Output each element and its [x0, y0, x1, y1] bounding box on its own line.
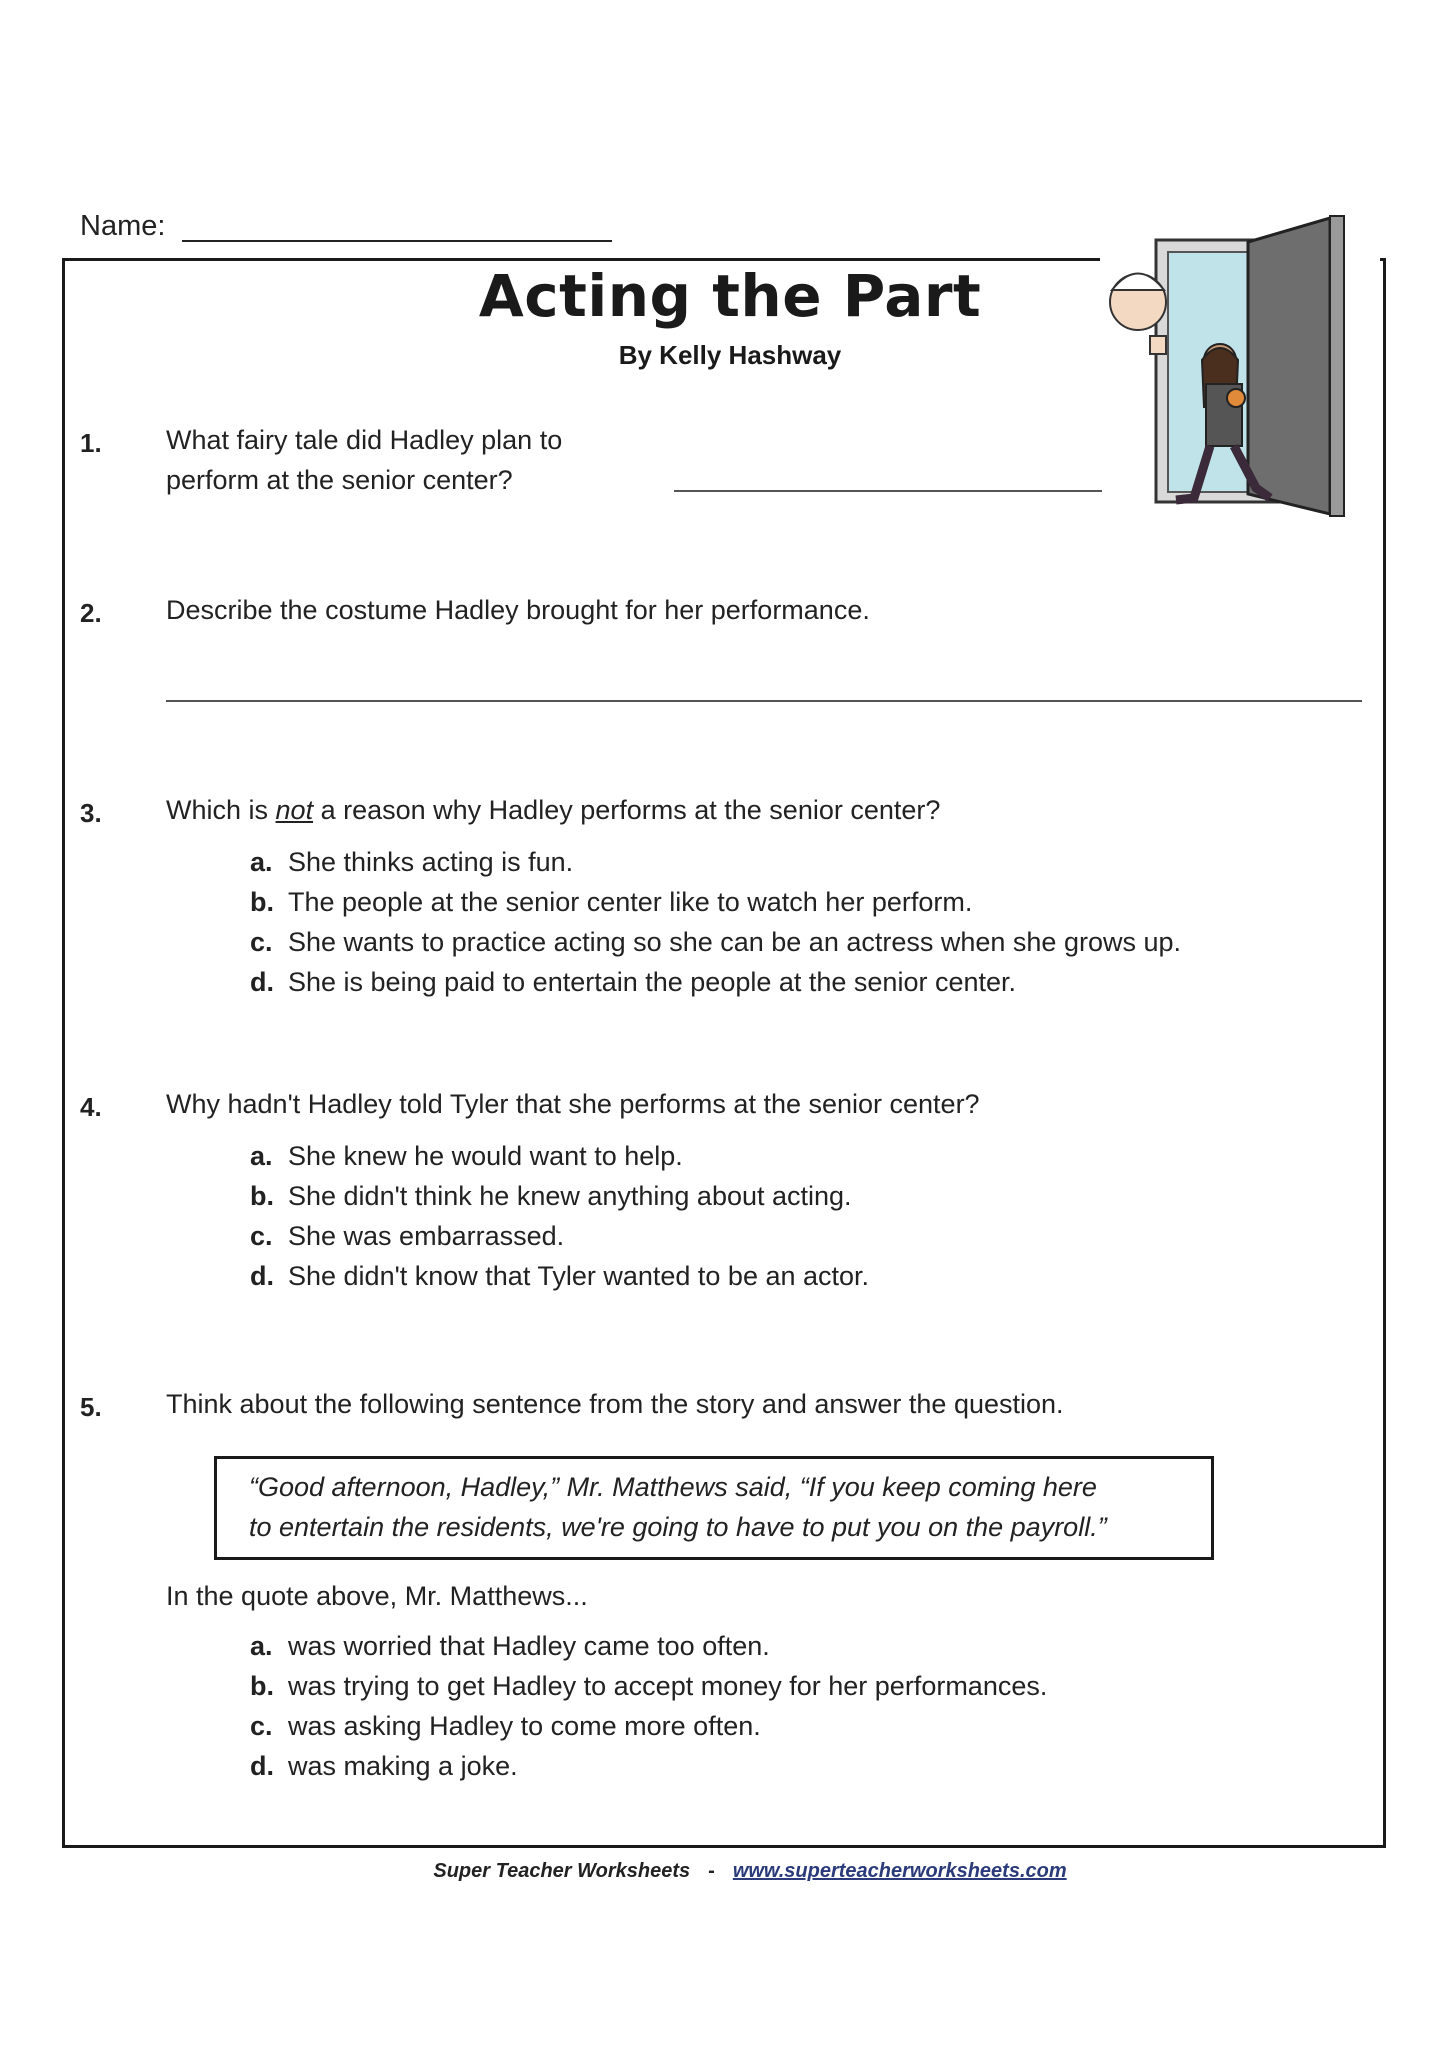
choice[interactable]: a. She thinks acting is fun. [250, 847, 574, 877]
question-4-choices [250, 1136, 869, 1296]
footer-brand: Super Teacher Worksheets [433, 1860, 691, 1882]
footer-separator: - [708, 1860, 715, 1882]
question-number: 5. [80, 1392, 102, 1422]
question-5-choices [250, 1626, 1047, 1786]
choice[interactable]: d. was making a joke. [250, 1751, 518, 1781]
choice[interactable]: b. She didn't think he knew anything about acting. [250, 1181, 852, 1211]
choice[interactable]: b. was trying to get Hadley to accept money for her performances. [250, 1671, 1048, 1701]
answer-line[interactable] [166, 700, 1362, 702]
choice[interactable]: d. She didn't know that Tyler wanted to be an actor. [250, 1261, 870, 1291]
question-5-prompt: In the quote above, Mr. Matthews... [166, 1581, 588, 1611]
choice[interactable]: d. She is being paid to entertain the people at the senior center. [250, 967, 1017, 997]
choice[interactable]: a. She knew he would want to help. [250, 1141, 683, 1171]
question-5-text: Think about the following sentence from the story and answer the question. [166, 1389, 1064, 1419]
choice[interactable]: c. She was embarrassed. [250, 1221, 565, 1251]
question-number: 4. [80, 1092, 102, 1122]
choice[interactable]: b. The people at the senior center like to watch her perform. [250, 887, 973, 917]
worksheet-title: Acting the Part [478, 262, 982, 330]
question-number: 3. [80, 798, 102, 828]
question-number: 1. [80, 428, 102, 458]
question-1-text: What fairy tale did Hadley plan to perform at the senior center? [166, 425, 563, 495]
question-3-choices [250, 842, 1181, 1002]
emphasis-not: not [275, 795, 314, 825]
footer [300, 1860, 1200, 1883]
name-label: Name: [80, 210, 166, 242]
choice[interactable]: a. was worried that Hadley came too often. [250, 1631, 770, 1661]
author-byline: By Kelly Hashway [618, 340, 842, 370]
question-4-text: Why hadn't Hadley told Tyler that she performs at the senior center? [166, 1089, 980, 1119]
question-number: 2. [80, 598, 102, 628]
choice[interactable]: c. was asking Hadley to come more often. [250, 1711, 761, 1741]
choice[interactable]: c. She wants to practice acting so she can be an actress when she grows up. [250, 927, 1182, 957]
name-field[interactable] [182, 240, 612, 242]
story-quote-box: “Good afternoon, Hadley,” Mr. Matthews said, “If you keep coming here to entertain the residents, we're going to have to put you on the payroll.” [214, 1456, 1214, 1560]
answer-line[interactable] [674, 490, 1102, 492]
question-3-text: Which is not a reason why Hadley performs at the senior center? [166, 795, 941, 825]
question-2-text: Describe the costume Hadley brought for her performance. [166, 595, 870, 625]
footer-link[interactable]: www.superteacherworksheets.com [732, 1860, 1067, 1882]
door-illustration [1098, 212, 1358, 522]
